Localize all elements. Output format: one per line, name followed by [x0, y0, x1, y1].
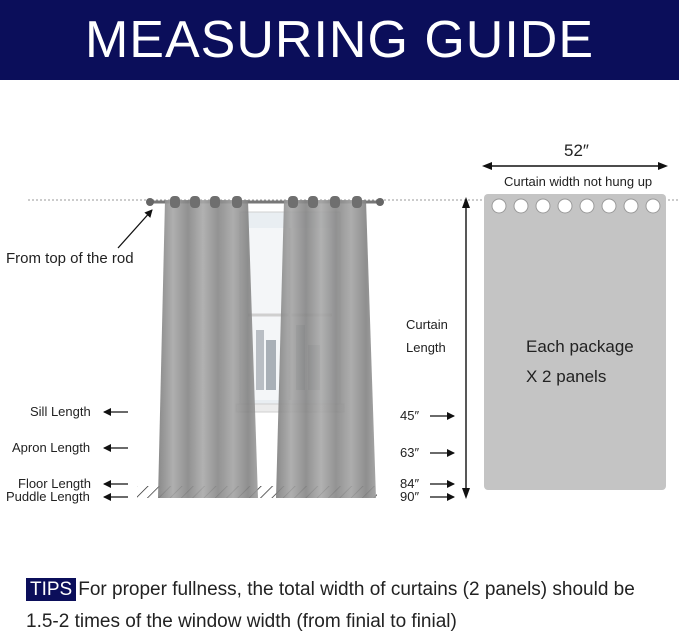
- sill-length-label: Sill Length: [30, 404, 91, 419]
- width-value: 52″: [564, 141, 589, 160]
- package-label-2: X 2 panels: [526, 367, 607, 386]
- value-84: 84″: [400, 476, 420, 491]
- tips-badge: TIPS: [26, 578, 76, 601]
- curtain-length-label-1: Curtain: [406, 317, 448, 332]
- tips-block: [26, 574, 666, 638]
- rod-top-arrow: [118, 210, 152, 248]
- apron-length-label: Apron Length: [12, 440, 91, 455]
- floor-length-label: Floor Length: [18, 476, 91, 491]
- curtain-length-label-2: Length: [406, 340, 446, 355]
- left-curtain: [158, 196, 258, 498]
- from-top-label: From top of the rod: [6, 250, 134, 267]
- width-arrow: [482, 162, 668, 170]
- puddle-length-label: Puddle Length: [6, 489, 90, 504]
- right-curtain: [276, 196, 376, 498]
- page-title: MEASURING GUIDE: [84, 11, 595, 69]
- tips-text: For proper fullness, the total width of curtains (2 panels) should be 1.5-2 times of the window width (from finial to finial): [26, 579, 635, 632]
- package-label-1: Each package: [526, 337, 634, 356]
- value-63: 63″: [400, 445, 420, 460]
- curtain-length-arrow: [462, 197, 470, 499]
- width-caption: Curtain width not hung up: [504, 174, 653, 189]
- value-45: 45″: [400, 408, 420, 423]
- value-90: 90″: [400, 489, 420, 504]
